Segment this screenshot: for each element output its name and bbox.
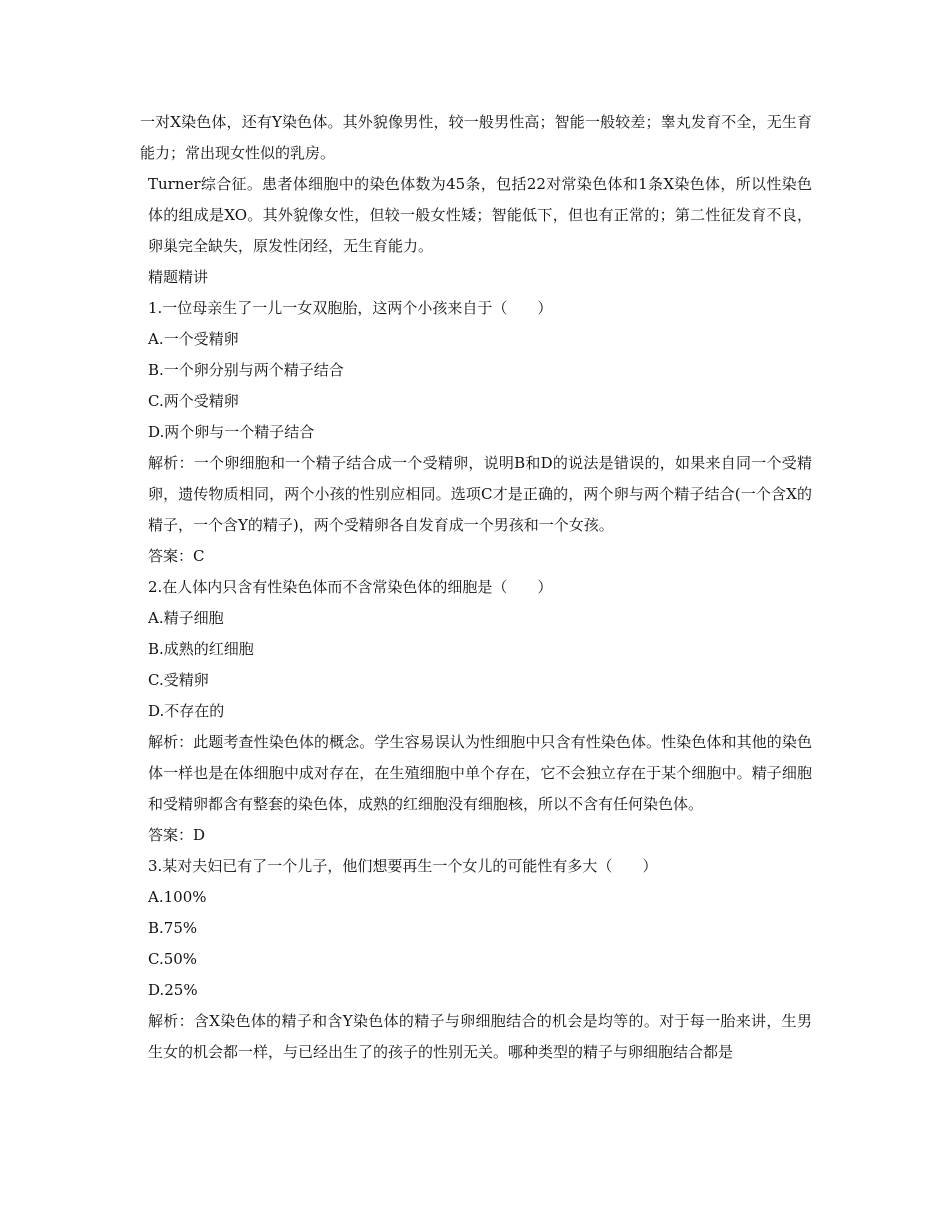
option-b: B.一个卵分别与两个精子结合 [148, 361, 344, 379]
option-c: C.两个受精卵 [148, 392, 239, 410]
option-d: D.25% [148, 981, 198, 999]
option-d: D.不存在的 [148, 702, 225, 720]
answer: 答案：C [148, 547, 205, 565]
intro-paragraph-1: 一对X染色体，还有Y染色体。其外貌像男性，较一般男性高；智能一般较差；睾丸发育不全，无生育能力；常出现女性似的乳房。 [140, 113, 812, 162]
option-b: B.75% [148, 919, 198, 937]
question-stem: 1.一位母亲生了一儿一女双胞胎，这两个小孩来自于（ ） [148, 299, 553, 317]
question-3 [140, 851, 812, 1068]
analysis: 解析：含X染色体的精子和含Y染色体的精子与卵细胞结合的机会是均等的。对于每一胎来讲，生男生女的机会都一样，与已经出生了的孩子的性别无关。哪种类型的精子与卵细胞结合都是 [148, 1012, 812, 1061]
intro-paragraph-turner: Turner综合征。患者体细胞中的染色体数为45条，包括22对常染色体和1条X染色体，所以性染色体的组成是XO。其外貌像女性，但较一般女性矮；智能低下，但也有正常的；第二性征发育不良，卵巢完全缺失，原发性闭经，无生育能力。 [148, 175, 812, 255]
option-a: A.精子细胞 [148, 609, 224, 627]
option-c: C.50% [148, 950, 198, 968]
question-stem: 2.在人体内只含有性染色体而不含常染色体的细胞是（ ） [148, 578, 553, 596]
option-a: A.一个受精卵 [148, 330, 239, 348]
option-a: A.100% [148, 888, 207, 906]
analysis: 解析：此题考查性染色体的概念。学生容易误认为性细胞中只含有性染色体。性染色体和其他的染色体一样也是在体细胞中成对存在，在生殖细胞中单个存在，它不会独立存在于某个细胞中。精子细胞和受精卵都含有整套的染色体，成熟的红细胞没有细胞核，所以不含有任何染色体。 [148, 733, 812, 813]
analysis: 解析：一个卵细胞和一个精子结合成一个受精卵，说明B和D的说法是错误的，如果来自同一个受精卵，遗传物质相同，两个小孩的性别应相同。选项C才是正确的，两个卵与两个精子结合(一个含X的精子，一个含Y的精子)，两个受精卵各自发育成一个男孩和一个女孩。 [148, 454, 812, 534]
answer: 答案：D [148, 826, 206, 844]
option-d: D.两个卵与一个精子结合 [148, 423, 315, 441]
option-c: C.受精卵 [148, 671, 209, 689]
section-title: 精题精讲 [148, 268, 209, 286]
question-2 [140, 572, 812, 851]
option-b: B.成熟的红细胞 [148, 640, 254, 658]
question-stem: 3.某对夫妇已有了一个儿子，他们想要再生一个女儿的可能性有多大（ ） [148, 857, 658, 875]
question-1 [140, 293, 812, 572]
document-body [140, 107, 812, 1068]
